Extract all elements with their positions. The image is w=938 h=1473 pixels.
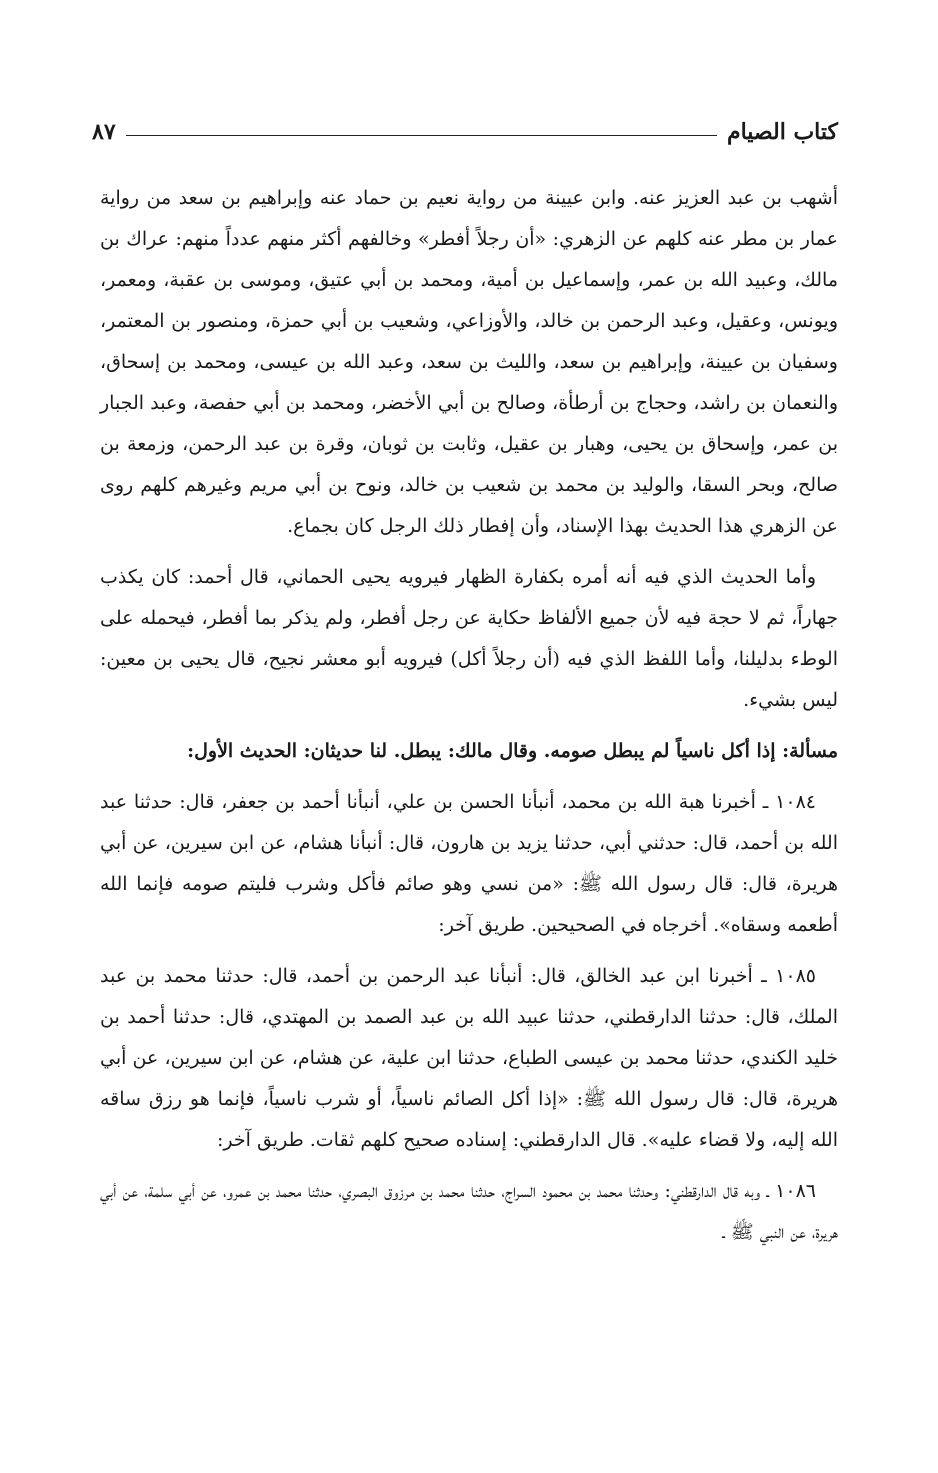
page-number: ٨٧	[92, 119, 116, 145]
running-header	[92, 112, 838, 152]
page-body	[100, 178, 838, 1263]
chapter-title: كتاب الصيام	[726, 119, 838, 145]
hadith-1084: ١٠٨٤ ـ أخبرنا هبة الله بن محمد، أنبأنا الحسن بن علي، أنبأنا أحمد بن جعفر، قال: حدثنا عبد الله بن أحمد، قال: حدثني أبي، حدثنا يزيد بن هارون، قال: أنبأنا هشام، عن ابن سيرين، عن أبي هريرة، قال: قال رسول الله ﷺ: «من نسي وهو صائم فأكل وشرب فليتم صومه فإنما الله أطعمه وسقاه». أخرجاه في الصحيحين. طريق آخر:	[100, 791, 838, 936]
masalah-heading: مسألة: إذا أكل ناسياً لم يبطل صومه. وقال مالك: يبطل. لنا حديثان: الحديث الأول:	[187, 740, 838, 762]
paragraph-kaffarah-hadith: وأما الحديث الذي فيه أنه أمره بكفارة الظهار فيرويه يحيى الحماني، قال أحمد: كان يكذب جهاراً، ثم لا حجة فيه لأن جميع الألفاظ حكاية عن رجل أفطر، ولم يذكر بما أفطر، فيحمله على الوطء بدليلنا، وأما اللفظ الذي فيه (أن رجلاً أكل) فيرويه أبو معشر نجيح، قال يحيى بن معين: ليس بشيء.	[100, 566, 838, 711]
header-rule	[126, 135, 717, 136]
hadith-1086: ١٠٨٦ ـ وبه قال الدارقطني: وحدثنا محمد بن محمود السراج، حدثنا محمد بن مرزوق البصري، حدثنا محمد بن عمرو، عن أبي سلمة، عن أبي هريرة، عن النبي ﷺ ـ	[100, 1180, 838, 1243]
hadith-1085: ١٠٨٥ ـ أخبرنا ابن عبد الخالق، قال: أنبأنا عبد الرحمن بن أحمد، قال: حدثنا محمد بن عبد الملك، قال: حدثنا الدارقطني، حدثنا عبيد الله بن عبد الصمد بن المهتدي، قال: حدثنا أحمد بن خليد الكندي، حدثنا محمد بن عيسى الطباع، حدثنا ابن علية، عن هشام، عن ابن سيرين، عن أبي هريرة، قال: قال رسول الله ﷺ: «إذا أكل الصائم ناسياً، أو شرب ناسياً، فإنما هو رزق ساقه الله إليه، ولا قضاء عليه». قال الدارقطني: إسناده صحيح كلهم ثقات. طريق آخر:	[100, 965, 838, 1151]
paragraph-narrators-list: أشهب بن عبد العزيز عنه. وابن عيينة من رواية نعيم بن حماد عنه وإبراهيم بن سعد من رواية عمار بن مطر عنه كلهم عن الزهري: «أن رجلاً أفطر» وخالفهم أكثر منهم عدداً منهم: عراك بن مالك، وعبيد الله بن عمر، وإسماعيل بن أمية، ومحمد بن أبي عتيق، وموسى بن عقبة، ومعمر، ويونس، وعقيل، وعبد الرحمن بن خالد، والأوزاعي، وشعيب بن أبي حمزة، ومنصور بن المعتمر، وسفيان بن عيينة، وإبراهيم بن سعد، والليث بن سعد، وعبد الله بن عيسى، ومحمد بن إسحاق، والنعمان بن راشد، وحجاج بن أرطأة، وصالح بن أبي الأخضر، ومحمد بن أبي حفصة، وعبد الجبار بن عمر، وإسحاق بن يحيى، وهبار بن عقيل، وثابت بن ثوبان، وقرة بن عبد الرحمن، وزمعة بن صالح، وبحر السقا، والوليد بن محمد بن شعيب بن خالد، ونوح بن أبي مريم وغيرهم كلهم روى عن الزهري هذا الحديث بهذا الإسناد، وأن إفطار ذلك الرجل كان بجماع.	[100, 187, 838, 537]
